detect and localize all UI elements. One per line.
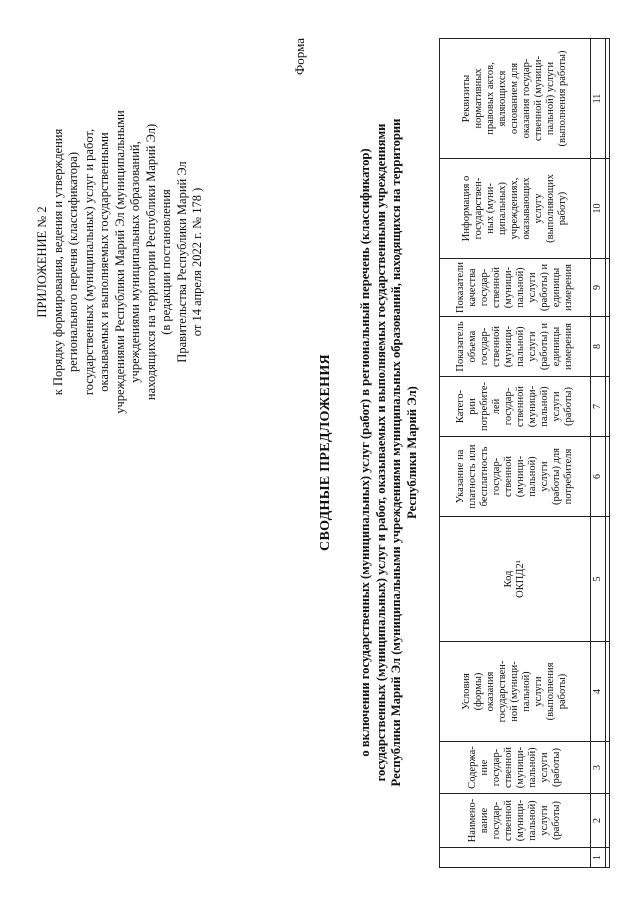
- appendix-heading: [35, 57, 206, 467]
- document-subtitle: [358, 40, 420, 865]
- appendix-line: к Порядку формирования, ведения и утверждения: [50, 128, 65, 396]
- appendix-line: оказываемых и выполняемых государственными: [97, 132, 111, 392]
- column-number: 8: [591, 317, 606, 377]
- table-cell: [606, 848, 610, 868]
- appendix-line: Правительства Республики Марий Эл: [174, 161, 189, 363]
- appendix-line: регионального перечня (классификатора): [66, 151, 80, 373]
- table-cell: [606, 794, 610, 848]
- table-cell: [606, 259, 610, 317]
- table-cell: [606, 742, 610, 794]
- appendix-line: от 14 апреля 2022 г. № 178 ): [190, 187, 204, 337]
- appendix-line: находящихся на территории Республики Марий Эл): [143, 123, 158, 401]
- table-cell: [606, 437, 610, 517]
- document-title: СВОДНЫЕ ПРЕДЛОЖЕНИЯ: [318, 354, 333, 551]
- subtitle-line: Республики Марий Эл (муниципальными учреждениями муниципальных образований, находящихся на территории: [389, 118, 403, 787]
- header-cell: Указание на платность или бесплатность государ- ственной (муници- пальной) услуги (работы) для потребителя: [440, 437, 591, 517]
- table-cell: [606, 159, 610, 259]
- table-cell: [606, 517, 610, 642]
- column-number: 6: [591, 437, 606, 517]
- table-cell: [606, 39, 610, 159]
- subtitle-line: Республики Марий Эл): [404, 386, 419, 519]
- column-number: 9: [591, 259, 606, 317]
- table-cell: [606, 317, 610, 377]
- appendix-line: учреждениями Республики Марий Эл (муниципальными: [112, 110, 127, 414]
- header-cell: Информация о государствен- ных (муни- ципальных) учреждениях, оказывающих услугу (выполняющих работу): [440, 159, 591, 259]
- header-cell: Показатели качества государ- ственной (муници- пальной) услуги (работы) и единицы измерения: [440, 259, 591, 317]
- header-cell: Реквизиты нормативных правовых актов, являющихся основанием для оказания государ- ственной (муници- пальной) услуги (выполнения работы): [440, 39, 591, 159]
- proposals-table: [439, 38, 610, 868]
- empty-data-row: [606, 39, 610, 868]
- form-label: Форма: [292, 38, 307, 75]
- header-cell: Катего- рии потребите- лей государ- ственной (муници- пальной) услуги (работы): [440, 377, 591, 437]
- appendix-line: государственных (муниципальных) услуг и работ,: [81, 128, 96, 396]
- column-number: 2: [591, 794, 606, 848]
- header-row: [440, 39, 591, 868]
- subtitle-line: государственных (муниципальных) услуг и работ, оказываемых и выполняемых государственными учреждениями: [373, 123, 388, 782]
- header-cell: Показатель объема государ- ственной (муници- пальной) услуги (работы) и единицы измерения: [440, 317, 591, 377]
- column-number: 1: [591, 848, 606, 868]
- column-number: 5: [591, 517, 606, 642]
- table-cell: [606, 377, 610, 437]
- column-number: 3: [591, 742, 606, 794]
- header-cell: [440, 848, 591, 868]
- appendix-line: ПРИЛОЖЕНИЕ № 2: [35, 206, 49, 318]
- subtitle-line: о включении государственных (муниципальных) услуг (работ) в региональный перечень (классификатор): [358, 148, 372, 757]
- column-number: 11: [591, 39, 606, 159]
- column-number: 10: [591, 159, 606, 259]
- table-cell: [606, 642, 610, 742]
- appendix-line: (в редакции постановления: [159, 189, 173, 335]
- appendix-line: учреждениями муниципальных образований,: [128, 141, 142, 383]
- column-number: 4: [591, 642, 606, 742]
- header-cell: Код ОКПД2¹: [440, 517, 591, 642]
- column-number: 7: [591, 377, 606, 437]
- header-cell: Условия (формы) оказания государствен- ной (муници- пальной) услуги (выполнения работы): [440, 642, 591, 742]
- header-cell: Наимено- вание государ- ственной (муници- пальной) услуги (работы): [440, 794, 591, 848]
- header-cell: Содержа- ние государ- ственной (муници- пальной) услуги (работы): [440, 742, 591, 794]
- column-number-row: [591, 39, 606, 868]
